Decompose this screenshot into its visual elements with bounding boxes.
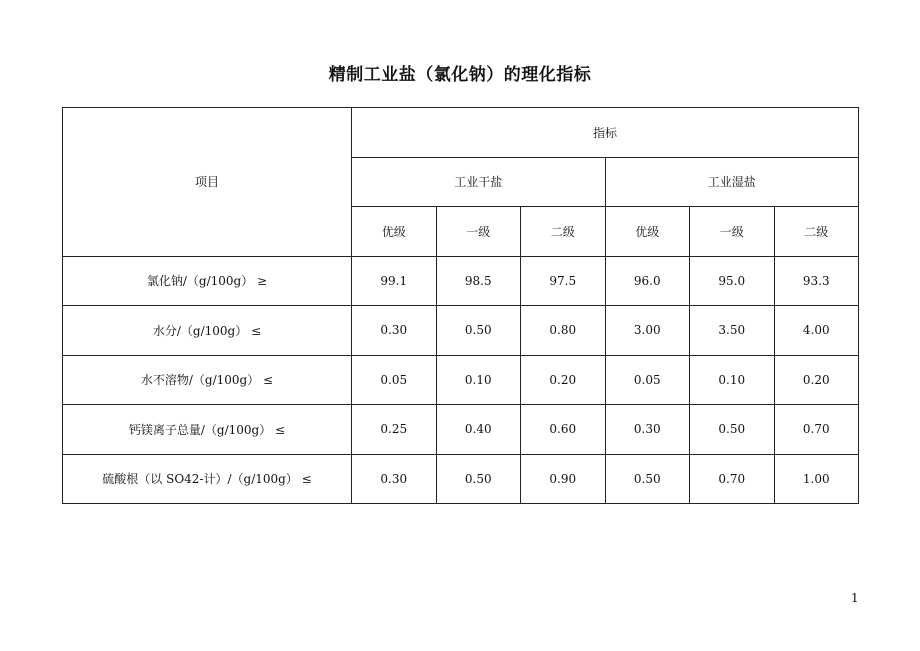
table-cell: 0.25 <box>352 405 437 455</box>
grade-header: 二级 <box>774 207 859 257</box>
row-item-label: 水不溶物/（g/100g） ≤ <box>63 355 352 405</box>
table-cell: 0.20 <box>521 355 606 405</box>
row-item-label: 硫酸根（以 SO42-计）/（g/100g） ≤ <box>63 454 352 504</box>
row-item-label: 钙镁离子总量/（g/100g） ≤ <box>63 405 352 455</box>
table-cell: 4.00 <box>774 306 859 356</box>
page-number: 1 <box>851 591 859 605</box>
grade-header: 一级 <box>436 207 521 257</box>
table-cell: 0.80 <box>521 306 606 356</box>
table-cell: 0.10 <box>690 355 775 405</box>
table-cell: 95.0 <box>690 256 775 306</box>
table-cell: 3.50 <box>690 306 775 356</box>
table-cell: 0.60 <box>521 405 606 455</box>
table-cell: 0.05 <box>352 355 437 405</box>
row-item-label: 水分/（g/100g） ≤ <box>63 306 352 356</box>
table-cell: 0.30 <box>352 306 437 356</box>
table-cell: 93.3 <box>774 256 859 306</box>
table-row <box>63 405 859 455</box>
table-cell: 0.70 <box>690 454 775 504</box>
table-cell: 0.50 <box>690 405 775 455</box>
table-cell: 0.10 <box>436 355 521 405</box>
document-title: 精制工业盐（氯化钠）的理化指标 <box>328 65 592 85</box>
table-cell: 98.5 <box>436 256 521 306</box>
table-cell: 97.5 <box>521 256 606 306</box>
specification-table <box>62 107 859 504</box>
group-header-dry-salt: 工业干盐 <box>352 157 606 207</box>
table-cell: 96.0 <box>605 256 690 306</box>
table-row <box>63 454 859 504</box>
grade-header: 一级 <box>690 207 775 257</box>
table-cell: 0.50 <box>436 454 521 504</box>
header-row-1 <box>63 108 859 158</box>
grade-header: 二级 <box>521 207 606 257</box>
table-cell: 0.90 <box>521 454 606 504</box>
table-cell: 0.40 <box>436 405 521 455</box>
table-cell: 0.50 <box>436 306 521 356</box>
index-header: 指标 <box>352 108 859 158</box>
table-cell: 0.50 <box>605 454 690 504</box>
table-cell: 0.70 <box>774 405 859 455</box>
grade-header: 优级 <box>605 207 690 257</box>
table-cell: 1.00 <box>774 454 859 504</box>
item-header: 项目 <box>63 108 352 257</box>
table-cell: 0.30 <box>605 405 690 455</box>
table-cell: 3.00 <box>605 306 690 356</box>
group-header-wet-salt: 工业湿盐 <box>605 157 859 207</box>
table-cell: 99.1 <box>352 256 437 306</box>
row-item-label: 氯化钠/（g/100g） ≥ <box>63 256 352 306</box>
table-row <box>63 256 859 306</box>
table-row <box>63 355 859 405</box>
table-cell: 0.20 <box>774 355 859 405</box>
table-row <box>63 306 859 356</box>
table-cell: 0.30 <box>352 454 437 504</box>
table-cell: 0.05 <box>605 355 690 405</box>
grade-header: 优级 <box>352 207 437 257</box>
